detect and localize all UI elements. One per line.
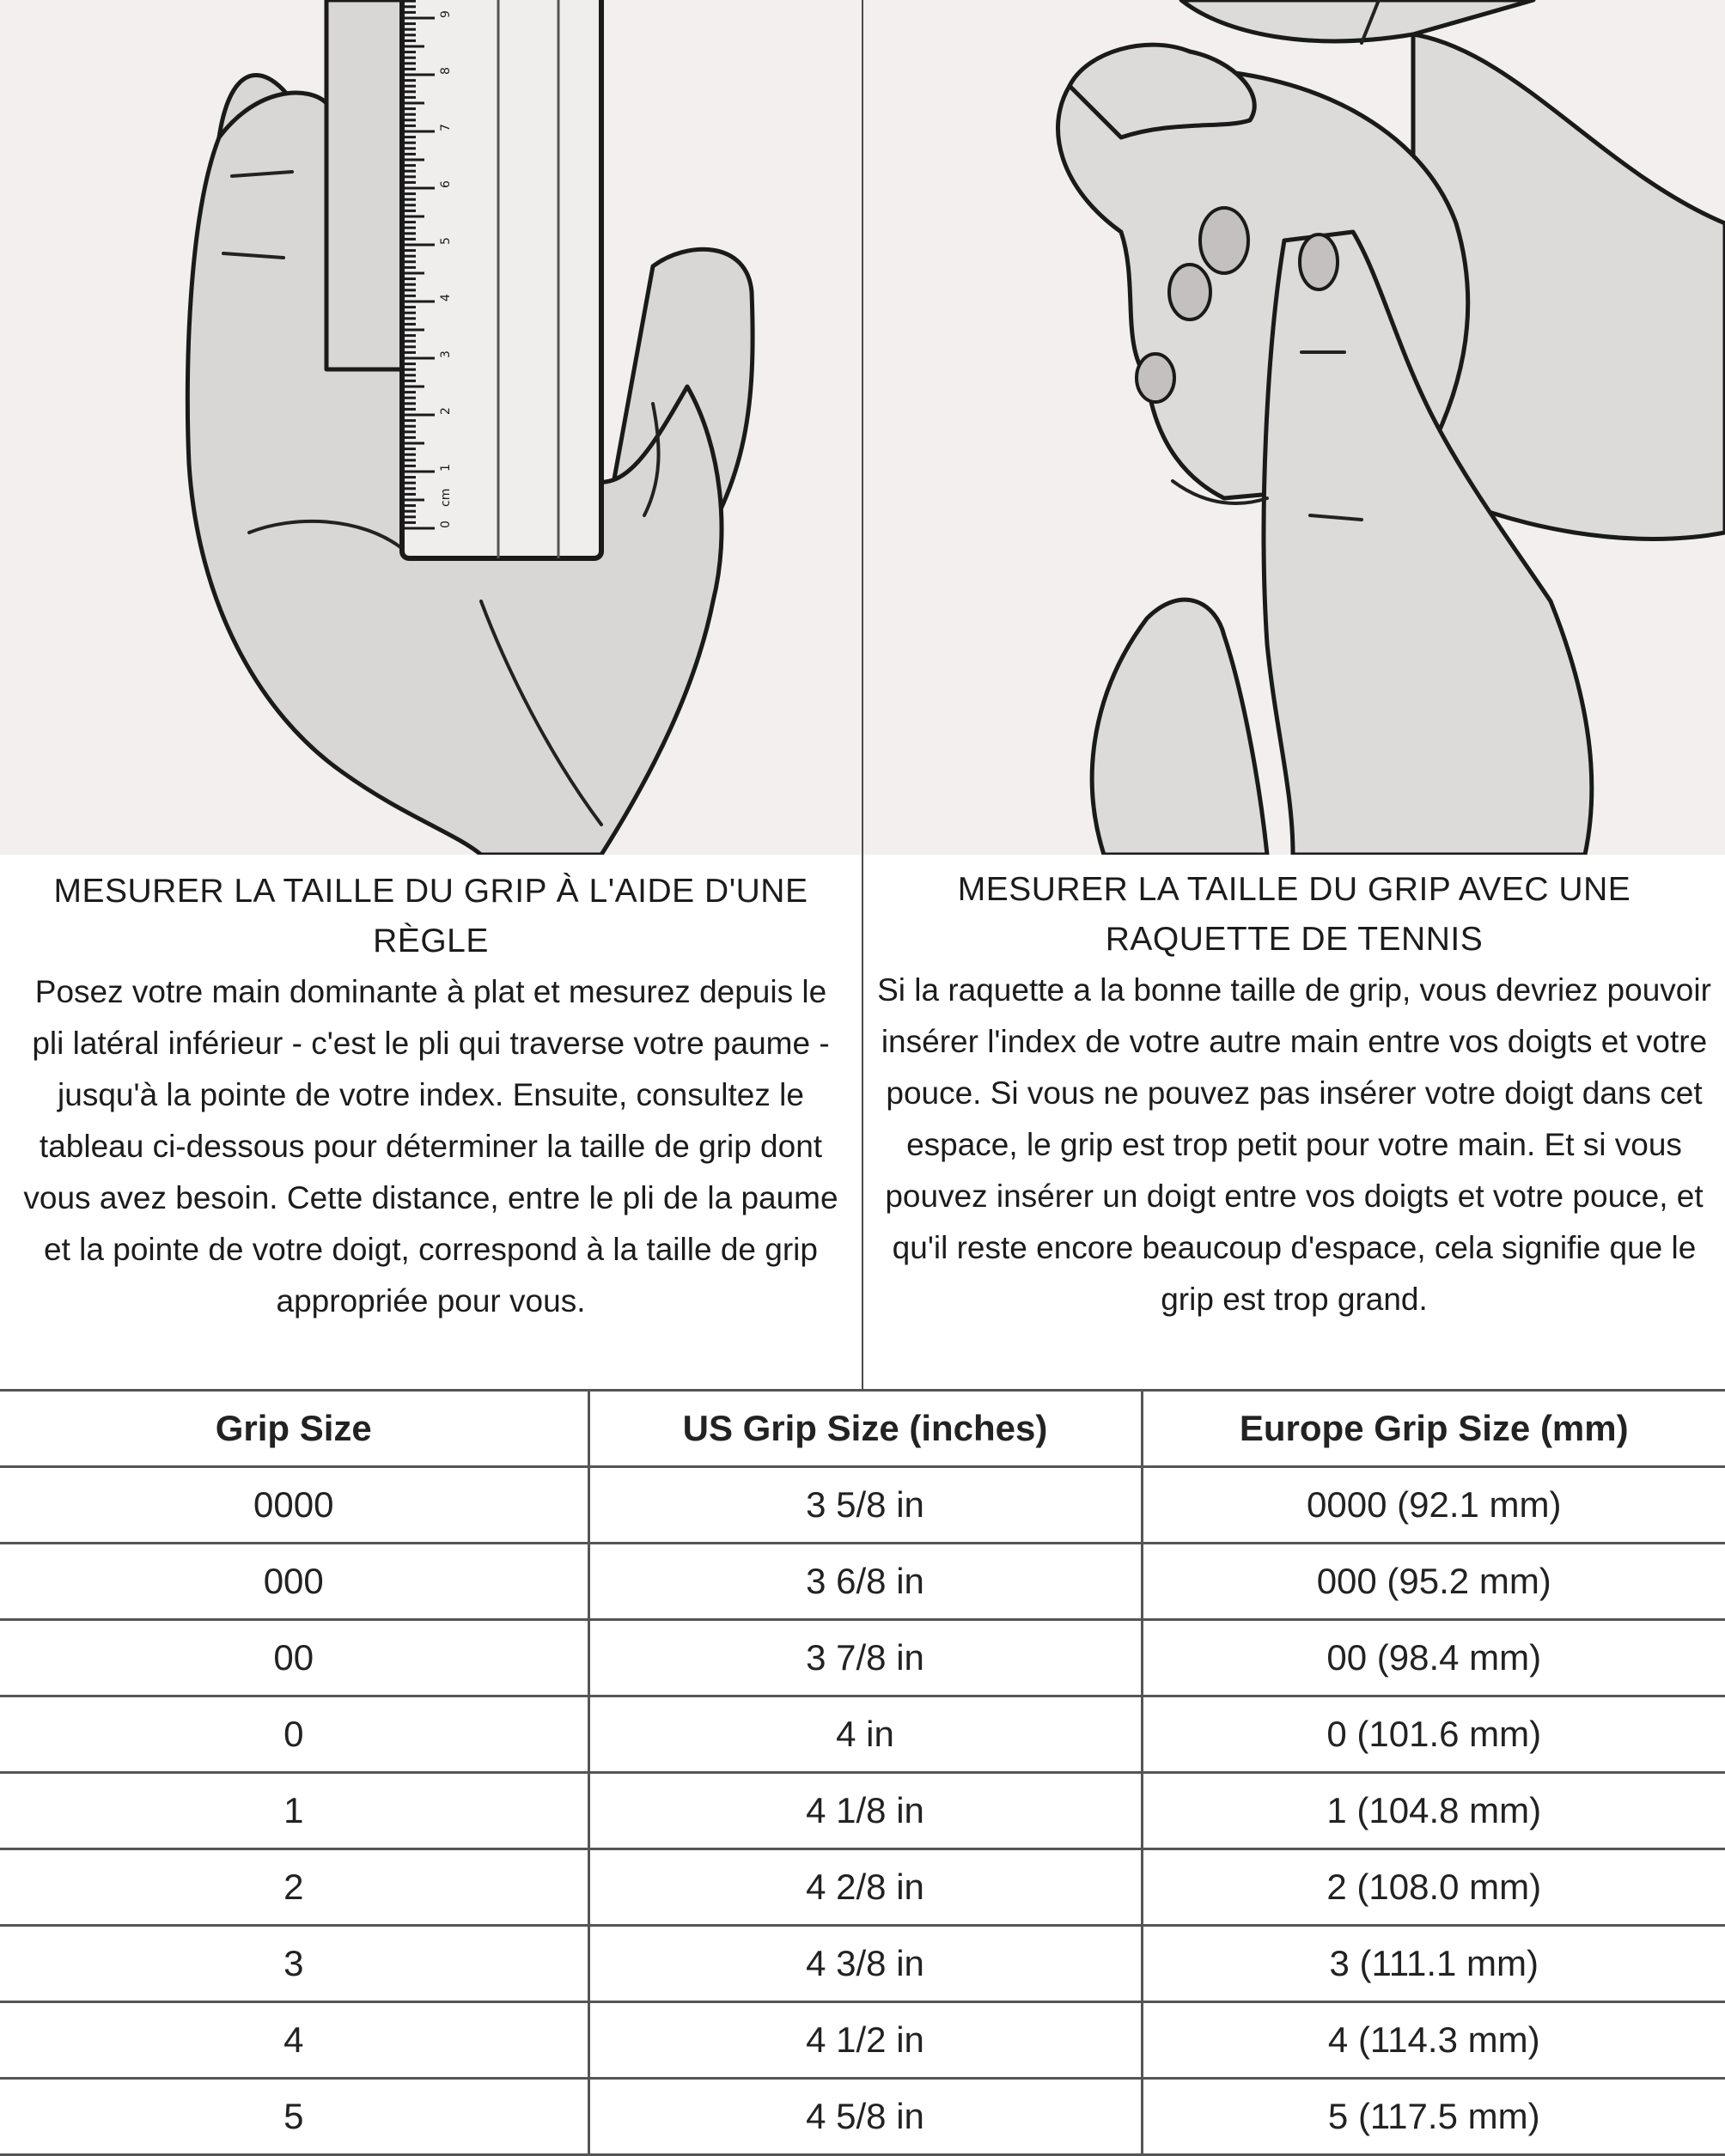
- table-row: [0, 1773, 1725, 1849]
- cell-europe-size: 5 (117.5 mm): [1142, 2079, 1725, 2155]
- table-header-row: [0, 1391, 1725, 1467]
- cell-us-size: 4 3/8 in: [588, 1926, 1142, 2002]
- grip-size-table: [0, 1389, 1725, 2156]
- cell-grip-size: 3: [0, 1926, 588, 2002]
- cell-europe-size: 000 (95.2 mm): [1142, 1544, 1725, 1620]
- table-row: [0, 1467, 1725, 1544]
- table-row: [0, 1620, 1725, 1696]
- ruler-tick-label: 3: [439, 350, 453, 358]
- cell-europe-size: 0000 (92.1 mm): [1142, 1467, 1725, 1544]
- cell-us-size: 4 5/8 in: [588, 2079, 1142, 2155]
- table-row: [0, 2079, 1725, 2155]
- cell-us-size: 3 7/8 in: [588, 1620, 1142, 1696]
- cell-europe-size: 4 (114.3 mm): [1142, 2002, 1725, 2079]
- header-us-grip-size: US Grip Size (inches): [588, 1391, 1142, 1467]
- table-row: [0, 1926, 1725, 2002]
- cell-grip-size: 2: [0, 1849, 588, 1926]
- cell-europe-size: 1 (104.8 mm): [1142, 1773, 1725, 1849]
- header-grip-size: Grip Size: [0, 1391, 588, 1467]
- ruler-tick-label: 1: [439, 464, 453, 472]
- table-row: [0, 1544, 1725, 1620]
- ruler-tick-label: 7: [439, 124, 453, 131]
- cell-europe-size: 3 (111.1 mm): [1142, 1926, 1725, 2002]
- cell-us-size: 4 1/2 in: [588, 2002, 1142, 2079]
- cell-grip-size: 0: [0, 1696, 588, 1773]
- cell-europe-size: 2 (108.0 mm): [1142, 1849, 1725, 1926]
- ruler-method-description: Posez votre main dominante à plat et mesurez depuis le pli latéral inférieur - c'est le pli qui traverse votre paume - jusqu'à la pointe de votre index. Ensuite, consultez le tableau ci-dessous pour déterminer la taille de grip dont vous avez besoin. Cette distance, entre le pli de la paume et la pointe de votre doigt, correspond à la taille de grip appropriée pour vous.: [23, 974, 838, 1319]
- cell-grip-size: 5: [0, 2079, 588, 2155]
- ruler-tick-label: 0: [439, 521, 453, 528]
- cell-europe-size: 00 (98.4 mm): [1142, 1620, 1725, 1696]
- cell-grip-size: 000: [0, 1544, 588, 1620]
- ruler-tick-label: 2: [439, 407, 453, 415]
- table-row: [0, 2002, 1725, 2079]
- hand-grip-drawing: [863, 0, 1725, 855]
- racket-method-section: [863, 855, 1725, 1387]
- hand-grip-illustration: [863, 0, 1725, 855]
- header-europe-grip-size: Europe Grip Size (mm): [1142, 1391, 1725, 1467]
- cell-us-size: 4 2/8 in: [588, 1849, 1142, 1926]
- cell-grip-size: 1: [0, 1773, 588, 1849]
- racket-method-heading: MESURER LA TAILLE DU GRIP AVEC UNE RAQUETTE DE TENNIS: [957, 871, 1631, 958]
- table-row: [0, 1849, 1725, 1926]
- cell-europe-size: 0 (101.6 mm): [1142, 1696, 1725, 1773]
- ruler-tick-label: 4: [439, 294, 453, 301]
- cell-us-size: 4 1/8 in: [588, 1773, 1142, 1849]
- cell-grip-size: 0000: [0, 1467, 588, 1544]
- ruler-tick-label: 9: [439, 10, 453, 18]
- hand-ruler-drawing: [0, 0, 862, 855]
- ruler-tick-label: 5: [439, 237, 453, 245]
- ruler-method-section: [0, 855, 862, 1387]
- cell-us-size: 3 6/8 in: [588, 1544, 1142, 1620]
- table-row: [0, 1696, 1725, 1773]
- cell-grip-size: 4: [0, 2002, 588, 2079]
- cell-us-size: 4 in: [588, 1696, 1142, 1773]
- racket-method-description: Si la raquette a la bonne taille de grip, vous devriez pouvoir insérer l'index de votre autre main entre vos doigts et votre pouce. Si vous ne pouvez pas insérer votre doigt dans cet espace, le grip est trop petit pour votre main. Et si vous pouvez insérer un doigt entre vos doigts et votre pouce, et qu'il reste encore beaucoup d'espace, cela signifie que le grip est trop grand.: [877, 972, 1711, 1317]
- ruler-tick-label: 8: [439, 67, 453, 75]
- cell-us-size: 3 5/8 in: [588, 1467, 1142, 1544]
- hand-ruler-illustration: [0, 0, 862, 855]
- ruler-tick-label: 6: [439, 180, 453, 188]
- cell-grip-size: 00: [0, 1620, 588, 1696]
- ruler-unit-label: cm: [439, 488, 453, 507]
- ruler-method-heading: MESURER LA TAILLE DU GRIP À L'AIDE D'UNE RÈGLE: [53, 873, 808, 959]
